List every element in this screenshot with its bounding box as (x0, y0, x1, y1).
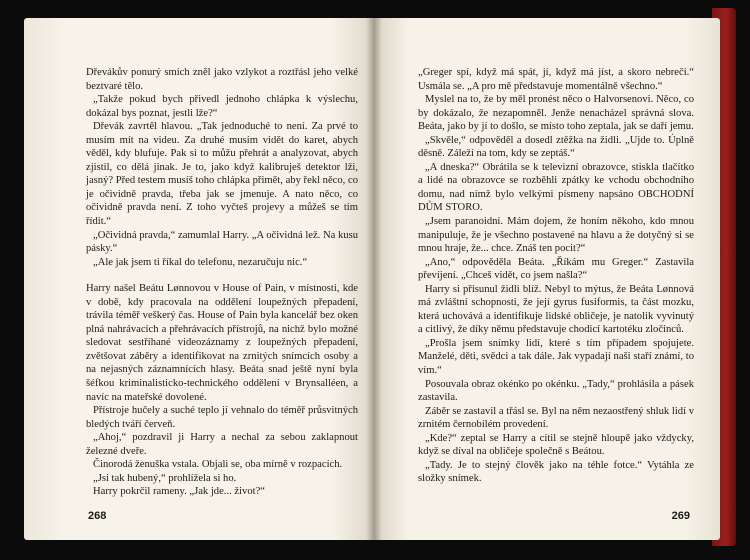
left-page (24, 18, 374, 540)
page-number: 269 (671, 510, 690, 522)
paragraph: Harry našel Beátu Lønnovou v House of Pain, v místnosti, kde v době, kdy pracovala na oddělení loupežných přepadení, trávila téměř veškerý čas. House of Pain byla kancelář bez oken plná nahrávacích a přehrávacích přístrojů, na nichž bylo možné sledovat sestříhané videozáznamy z loupežných přepadení, zvětšovat záběry a identifikovat na zrnitých snímcích osoby a na nejasných záznamnících hlasy. Beáta snad ještě nyní byla šéfkou kriminalisticko-technického oddělení v Brynsalléen, a navíc na mateřské dovolené. (86, 283, 358, 403)
paragraph: Myslel na to, že by měl pronést něco o Halvorsenovi. Něco, co by dokázalo, že nezapomněl. Jenže nenacházel správná slova. Beáta, jako by jí to došlo, se místo toho zeptala, jak se daří jemu. (418, 94, 694, 133)
paragraph: „Očividná pravda,“ zamumlal Harry. „A očividná lež. Na kusu pásky.“ (86, 229, 358, 255)
paragraph: Činorodá ženuška vstala. Objali se, oba mírně v rozpacích. (93, 459, 343, 471)
book-gutter (366, 18, 382, 540)
paragraph: „A dneska?“ Obrátila se k televizní obrazovce, stiskla tlačítko a lidé na obrazovce se rozběhli zpátky ke vchodu obchodního domu, nad nímž bylo velkými písmeny napsáno OBCHODNÍ DŮM STORO. (418, 161, 694, 214)
paragraph: Dřevákův ponurý smích zněl jako vzlykot a roztřásl jeho velké beztvaré tělo. (86, 67, 358, 92)
paragraph: Harry pokrčil rameny. „Jak jde... život?“ (93, 486, 265, 498)
paragraph: „Greger spí, když má spát, jí, když má jíst, a skoro nebrečí.“ Usmála se. „A pro mě představuje momentálně všechno.“ (418, 67, 694, 92)
paragraph: „Prošla jsem snímky lidí, které s tím případem spojujete. Manželé, děti, svědci a tak dále. Jak vypadají naši staří známí, to vím.“ (418, 337, 694, 377)
paragraph: „Skvěle,“ odpověděl a dosedl ztěžka na židli. „Ujde to. Úplně děsně. Záleží na tom, kdy se zeptáš.“ (418, 134, 694, 160)
paragraph: „Jsi tak hubený,“ prohlížela si ho. (93, 472, 237, 484)
paragraph: „Ale jak jsem ti říkal do telefonu, nezaručuju nic.“ (93, 256, 308, 268)
paragraph: Dřevák zavrtěl hlavou. „Tak jednoduché to není. Za prvé to musím mít na videu. Za druhé musím vidět do karet, abych věděl, kdy blufuje. Pak si to můžu přehrát a analyzovat, abych zjistil, co dělá jinak. Je to, jako když kalibruješ detektor lži, jasný? Před testem musíš toho chlápka přimět, aby řekl něco, co je očividně pravda, třeba jak se jmenuje. A nato něco, co očividně pravda není. Z toho vyčteš projevy a můžeš se tím řídit.“ (86, 121, 358, 228)
paragraph: Přístroje hučely a suché teplo jí vehnalo do téměř průsvitných bledých tváří červeň. (86, 405, 358, 430)
paragraph: „Ahoj,“ pozdravil ji Harry a nechal za sebou zaklapnout železné dveře. (86, 432, 358, 457)
right-page (374, 18, 720, 540)
paragraph: Posouvala obraz okénko po okénku. „Tady,“ prohlásila a pásek zastavila. (418, 378, 694, 404)
paragraph: „Jsem paranoidní. Mám dojem, že honím někoho, kdo mnou manipuluje, že je všechno postavené na hlavu a že dotyčný si se mnou hraje, že... chce. Znáš ten pocit?“ (418, 216, 694, 255)
paragraph: „Tady. Je to stejný člověk jako na téhle fotce.“ Vytáhla ze složky snímek. (418, 459, 694, 485)
page-number: 268 (88, 510, 107, 522)
paragraph: Harry si přisunul židli blíž. Nebyl to mýtus, že Beáta Lønnová má zvláštní schopnosti, že její gyrus fusiformis, ta část mozku, která uchovává a identifikuje lidské obličeje, je natolik vyvinutý a citlivý, že díky němu představuje chodicí kartotéku zločinců. (418, 283, 694, 336)
paragraph: „Ano,“ odpověděla Beáta. „Říkám mu Greger.“ Zastavila převíjení. „Chceš vidět, co jsem našla?“ (418, 256, 694, 282)
paragraph: Záběr se zastavil a třásl se. Byl na něm nezaostřený shluk lidí v zrnitém černobílém provedení. (418, 405, 694, 431)
paragraph: „Takže pokud bych přivedl jednoho chlápka k výslechu, dokázal bys poznat, jestli lže?“ (86, 94, 358, 119)
paragraph: „Kde?“ zeptal se Harry a cítil se stejně hloupě jako vždycky, když se díval na obličeje společně s Beátou. (418, 432, 694, 458)
